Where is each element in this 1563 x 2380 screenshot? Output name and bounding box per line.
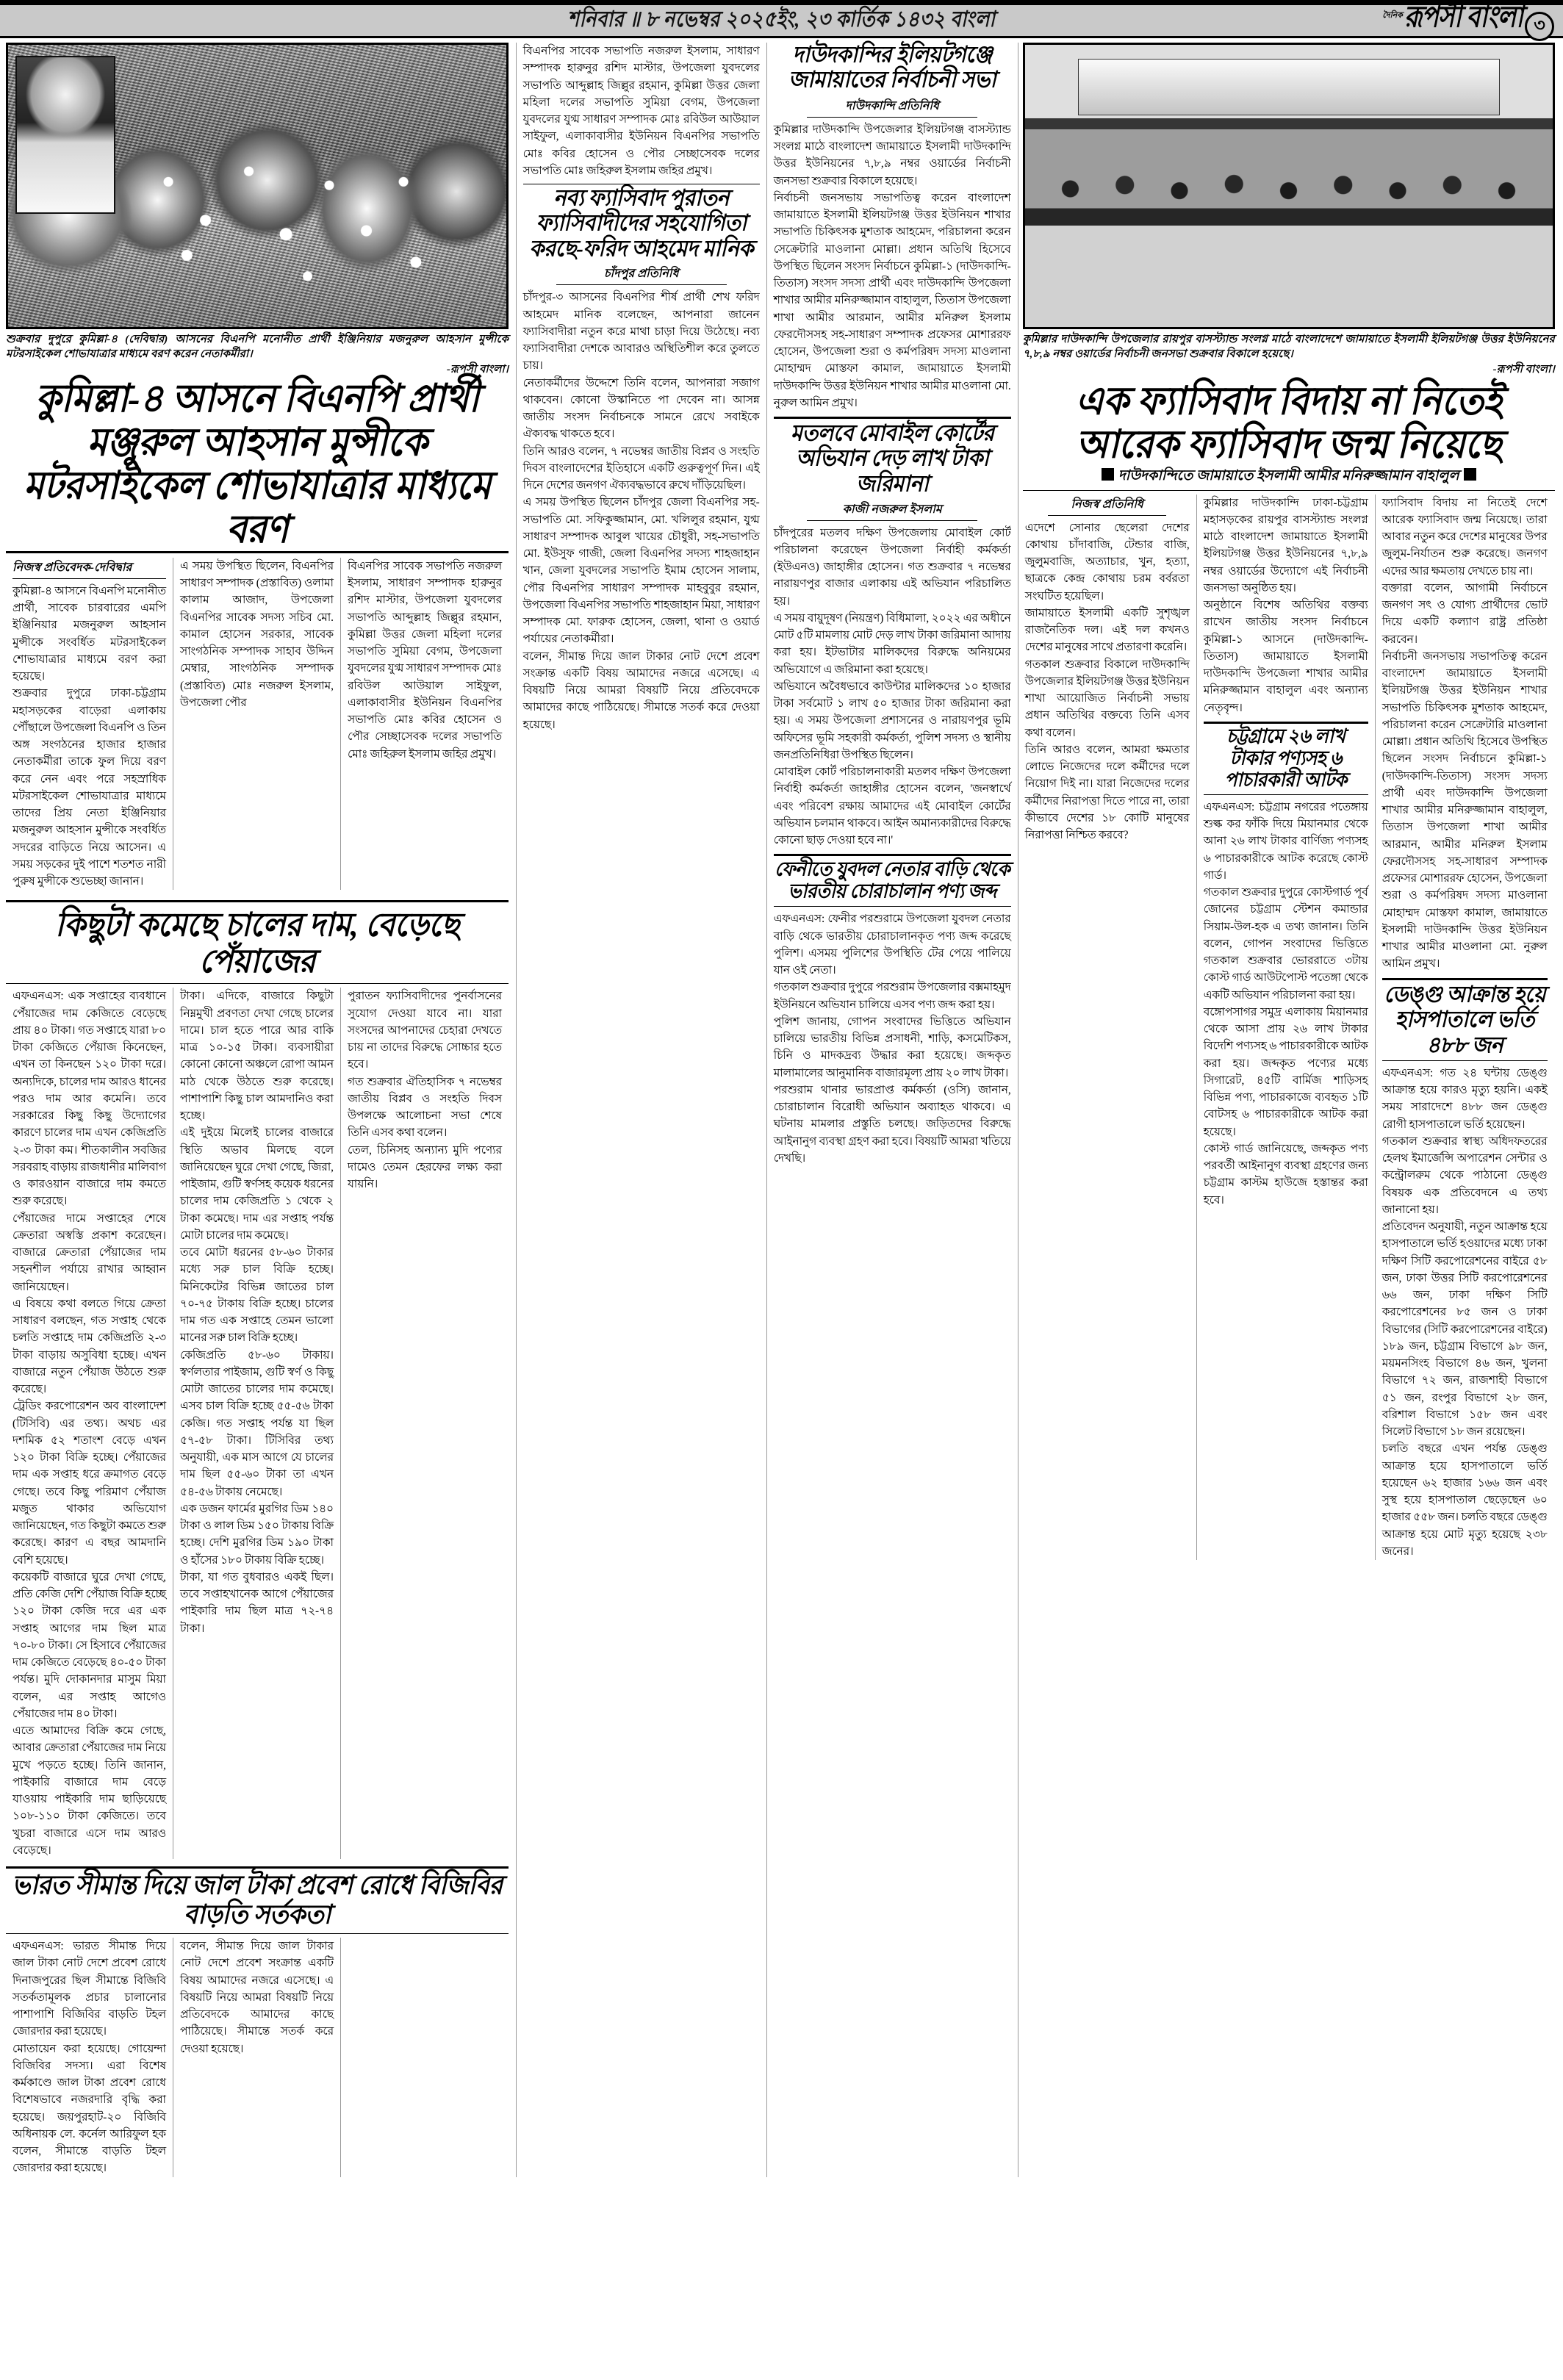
paragraph: এক ডজন ফার্মের মুরগির ডিম ১৪০ টাকা ও লাল ডিম ১৫০ টাকায় বিক্রি হচ্ছে। দেশি মুরগির ডিম ১৯০ টাকা ও হাঁসের ১৮০ টাকায় বিক্রি হচ্ছে। (180, 1502, 334, 1567)
paragraph: শুক্রবার দুপুরে ঢাকা-চট্টগ্রাম মহাসড়কের বাড়েরা এলাকায় পৌঁছালে উপজেলা বিএনপি ও তিন অঙ্গ সংগঠনের হাজার হাজার নেতাকর্মীরা তাকে ফুল দিয়ে বরণ করে নেন এবং পরে সহস্রাধিক মটরসাইকেল শোভাযাত্রার মাধ্যমে তাদের প্রিয় নেতা ইঞ্জিনিয়ার মজনুরুল আহসান মুন্সীকে সংবর্ধিত সদরের বাড়িতে নিয়ে আসেন। এ সময় সড়কের দুই পাশে শতশত নারী পুরুষ মুন্সীকে শুভেচ্ছা জানান। (12, 687, 166, 888)
paragraph: তিনি আরও বলেন, আমরা ক্ষমতার লোভে নিজেদের দলে কর্মীদের দলে নিয়োগ দিই না। যারা নিজেদের দলের কর্মীদের নিরাপত্তা দিতে পারে না, তারা কীভাবে দেশের ১৮ কোটি মানুষের নিরাপত্তা নিশ্চিত করবে? (1024, 743, 1190, 842)
rice-body-text-3 (348, 988, 502, 1193)
rice-body-text-2 (180, 988, 334, 1637)
fake-currency-col-2 (173, 1938, 341, 2177)
rally-banner (1078, 59, 1500, 115)
brand-name: রূপসী বাংলা (1404, 1, 1523, 35)
lead-photo-flowers (137, 129, 446, 304)
neo-fascism-text (523, 289, 760, 733)
paragraph: এতে আমাদের বিক্রি কমে গেছে, আবার ক্রেতারা পেঁয়াজের দাম নিয়ে মুখে পড়তে হচ্ছে। তিনি জানান, পাইকারি বাজারে দাম বেড়ে যাওয়ায় পাইকারি দাম ছাড়িয়েছে ১০৮-১১০ টাকা কেজিতে। তবে খুচরা বাজারে এসে দাম আরও বেড়েছে। (12, 1725, 166, 1857)
lead-body-col-3 (341, 558, 509, 891)
paragraph: পরশুরাম থানার ভারপ্রাপ্ত কর্মকর্তা (ওসি) জানান, চোরাচালান বিরোধী অভিযান অব্যাহত থাকবে। এ ঘটনায় মামলার প্রস্তুতি চলছে। জড়িতদের বিরুদ্ধে আইনানুগ ব্যবস্থা গ্রহণ করা হবে। বিষয়টি আমরা খতিয়ে দেখছি। (773, 1083, 1011, 1165)
paragraph: কেজিপ্রতি ৫৮-৬০ টাকায়। স্বর্ণলতার পাইজাম, গুটি স্বর্ণ ও কিছু মোটা জাতের চালের দাম কমেছে। এসব চাল বিক্রি হচ্ছে ৫৫-৫৬ টাকা কেজি। গত সপ্তাহ পর্যন্ত যা ছিল ৫৭-৫৮ টাকা। টিসিবির তথ্য অনুযায়ী, এক মাস আগে যে চালের দাম ছিল ৫৫-৬০ টাকা তা এখন ৫৪-৫৬ টাকায় নেমেছে। (180, 1348, 334, 1498)
feni-smuggling-text (774, 910, 1011, 1167)
paragraph: বঙ্গোপসাগর সমুদ্র এলাকায় মিয়ানমার থেকে আসা প্রায় ২৬ লাখ টাকার বিদেশি পণ্যসহ ৬ পাচারকারীকে আটক করা হয়। জব্দকৃত পণ্যের মধ্যে সিগারেট, ৪৫টি বার্মিজ শাড়িসহ বিভিন্ন পণ্য, পাচারকাজে ব্যবহৃত ১টি বোটসহ ৬ পাচারকারীকে আটক করা হয়েছে। (1203, 1005, 1368, 1138)
lead-body-col-2 (173, 558, 341, 891)
paragraph: পুরাতন ফ্যাসিবাদীদের পুনর্বাসনের সুযোগ দেওয়া যাবে না। যারা সংসদের আপনাদের চেহারা দেখতে চায় না তাদের বিরুদ্ধে সোচ্চার হতে হবে। (348, 990, 502, 1071)
dengue-text (1382, 1065, 1548, 1560)
fascism-col-2 (1197, 495, 1376, 1561)
paragraph: গতকাল শুক্রবার দুপুরে কোস্টগার্ড পূর্ব জোনের চট্টগ্রাম স্টেশন কমান্ডার সিয়াম-উল-হক এ তথ্য জানান। তিনি বলেন, গোপন সংবাদের ভিত্তিতে গতকাল শুক্রবার ভোররাতে ৩টায় কোস্ট গার্ড আউটপোস্ট পতেঙ্গা থেকে একটি অভিযান পরিচালনা করা হয়। (1203, 886, 1368, 1002)
paragraph: এফএনএস: এক সপ্তাহের ব্যবধানে পেঁয়াজের দাম কেজিতে বেড়েছে প্রায় ৪০ টাকা। গত সপ্তাহে যারা ৮০ টাকা কেজিতে পেঁয়াজ কিনেছেন, এখন তা কিনছেন ১২০ টাকা দরে। অন্যদিকে, চালের দাম আরও ধানের পরও দাম আর কমেনি। তবে সরকারের কিছু কিছু উদ্যোগের কারণে চালের দাম এখন কেজিপ্রতি ২-৩ টাকা কম। শীতকালীন সবজির সরবরাহ বাড়ায় রাজধানীর মালিবাগ ও কারওয়ান বাজারে দাম কমতে শুরু করেছে। (12, 990, 166, 1208)
paragraph: টাকা, যা গত বুধবারও একই ছিল। তবে সপ্তাহখানেক আগে পেঁয়াজের পাইকারি দাম ছিল মাত্র ৭২-৭৪ টাকা। (180, 1570, 334, 1635)
paragraph: এফএনএস: ফেনীর পরশুরামে উপজেলা যুবদল নেতার বাড়ি থেকে ভারতীয় চোরাচালানকৃত পণ্য জব্দ করেছে পুলিশ। এসময় পুলিশের উপস্থিতি টের পেয়ে পালিয়ে যান ওই নেতা। (773, 913, 1011, 977)
zone-col-jamaat (767, 43, 1018, 2177)
fascism-text-2 (1204, 495, 1368, 716)
dengue-headline: ডেঙ্গু আক্রান্ত হয়ে হাসপাতালে ভর্তি ৪৮৮ জন (1384, 982, 1546, 1058)
zone-col-neo-fascism (516, 43, 767, 2177)
paragraph: এফএনএস: গত ২৪ ঘন্টায় ডেঙ্গু আক্রান্ত হয়ে কারও মৃত্যু হয়নি। একই সময় সারাদেশে ৪৮৮ জন ডেঙ্গু রোগী হাসপাতালে ভর্তি হয়েছেন। (1381, 1066, 1548, 1131)
feni-smuggling-headline: ফেনীতে যুবদল নেতার বাড়ি থেকে ভারতীয় চোরাচালান পণ্য জব্দ (775, 859, 1010, 902)
paragraph: বলেন, সীমান্ত দিয়ে জাল টাকার নোট দেশে প্রবেশ সংক্রান্ত একটি বিষয় আমাদের নজরে এসেছে। এ বিষয়টি নিয়ে আমরা বিষয়টি নিয়ে প্রতিবেদকে আমাদের কাছে পাঠিয়েছে। সীমান্তে সতর্ক করে দেওয়া হয়েছে। (180, 1940, 334, 2055)
paragraph: মোতায়েন করা হয়েছে। গোয়েন্দা বিজিবির সদস্য। এরা বিশেষ কর্মকাণ্ডে জাল টাকা প্রবেশ রোধে বিশেষভাবে নজরদারি বৃদ্ধি করা হয়েছে। জয়পুরহাট-২০ বিজিবি অধিনায়ক লে. কর্নেল আরিফুল হক বলেন, সীমান্তে বাড়তি টহল জোরদার করা হয়েছে। (12, 2042, 166, 2175)
page-grid (0, 38, 1563, 2177)
fake-currency-col-1 (6, 1938, 173, 2177)
lead-body-col-1 (6, 558, 173, 891)
neo-fascism-upper-text (523, 43, 760, 179)
bullet-square-icon (1102, 468, 1114, 481)
mobile-court-byline: কাজী নজরুল ইসলাম (807, 500, 978, 521)
paragraph: নির্বাচনী জনসভায় সভাপতিত্ব করেন বাংলাদেশ জামায়াতে ইসলামী ইলিয়টগঞ্জ উত্তর ইউনিয়ন শাখার সভাপতি চিকিৎসক মুশতাক আহমেদ, পরিচালনা করেন সেক্রেটারি মাওলানা মোল্লা। প্রধান অতিথি হিসেবে উপস্থিত ছিলেন সংসদ নির্বাচনে কুমিল্লা-১ (দাউদকান্দি-তিতাস) সংসদ সদস্য প্রার্থী এবং দাউদকান্দি উপজেলা শাখার আমীর মনিরুজ্জামান বাহালুল, তিতাস উপজেলা শাখা আমীর আরমান, আমীর মনিরুল ইসলাম ফেরদৌসসহ সহ-সাধারণ সম্পাদক প্রফেসর মোশাররফ হোসেন, উপজেলা শুরা ও কর্মপরিষদ সদস্য মাওলানা মোহাম্মদ মোস্তফা কামাল, জামায়াতে ইসলামী দাউদকান্দি উত্তর ইউনিয়ন শাখার আমীর মাওলানা মো. নুরুল আমিন প্রমুখ। (773, 191, 1011, 409)
paragraph: এ সময় বায়ুদূষণ (নিয়ন্ত্রণ) বিধিমালা, ২০২২ এর অধীনে মোট ৫টি মামলায় মোট দেড় লাখ টাকা জরিমানা আদায় করা হয়। ইটভাটার মালিকদের বিরুদ্ধে অনিয়মের অভিযোগে এ জরিমানা করা হয়েছে। (773, 611, 1011, 676)
fascism-subhead (1023, 468, 1555, 485)
paragraph: ফ্যাসিবাদ বিদায় না নিতেই দেশে আরেক ফ্যাসিবাদ জন্ম নিয়েছে। তারা আবার নতুন করে দেশের মানুষের উপর জুলুম-নির্যাতন শুরু করেছে। জনগণ এদের আর ক্ষমতায় দেখতে চায় না। (1381, 496, 1548, 578)
lead-body-text-2 (180, 558, 334, 711)
paragraph: কয়েকটি বাজারে ঘুরে দেখা গেছে, প্রতি কেজি দেশি পেঁয়াজ বিক্রি হচ্ছে ১২০ টাকা কেজি দরে এর এক সপ্তাহ আগের দাম ছিল মাত্র ৭০-৮০ টাকা। সে হিসাবে পেঁয়াজের দাম কেজিতে বেড়েছে ৪০-৫০ টাকা পর্যন্ত। মুদি দোকানদার মাসুম মিয়া বলেন, এর সপ্তাহ আগেও পেঁয়াজের দাম ৪০ টাকা। (12, 1570, 166, 1720)
page-number-badge: ৩ (1525, 12, 1554, 41)
paragraph: পেঁয়াজের দামে সপ্তাহের শেষে ক্রেতারা অস্বস্তি প্রকাশ করেছেন। বাজারে ক্রেতারা পেঁয়াজের দাম সহনশীল পর্যায়ে রাখার আহ্বান জানিয়েছেন। (12, 1212, 166, 1293)
lead-photo-motorcycle-rally (6, 43, 509, 329)
paragraph: ট্রেডিং করপোরেশন অব বাংলাদেশ (টিসিবি) এর তথ্য। অথচ এর দশমিক ৫২ শতাংশ বেড়ে এখন ১২০ টাকা বিক্রি হচ্ছে। পেঁয়াজের দাম এক সপ্তাহ ধরে ক্রমাগত বেড়ে গেছে। তবে কিছু পরিমাণ পেঁয়াজ মজুত থাকার অভিযোগ জানিয়েছেন, গত কিছুটা কমতে শুরু করেছে। কারণ এ বছর আমদানি বেশি হয়েছে। (12, 1400, 166, 1567)
paragraph: তিনি আরও বলেন, ৭ নভেম্বর জাতীয় বিপ্লব ও সংহতি দিবস বাংলাদেশের ইতিহাসে একটি গুরুত্বপূর্ণ দিন। এই দিনে দেশের জনগণ ঐক্যবদ্ধভাবে রুখে দাঁড়িয়েছিল। (522, 445, 760, 492)
paragraph: গত শুক্রবার ঐতিহাসিক ৭ নভেম্বর জাতীয় বিপ্লব ও সংহতি দিবস উপলক্ষে আলোচনা সভা শেষে তিনি এসব কথা বলেন। (348, 1075, 502, 1140)
lead-body-text-1 (12, 583, 166, 891)
ctg-smuggling-text (1204, 799, 1368, 1209)
paragraph: বলেন, সীমান্ত দিয়ে জাল টাকার নোট দেশে প্রবেশ সংক্রান্ত একটি বিষয় আমাদের নজরে এসেছে। এ বিষয়টি নিয়ে আমরা বিষয়টি নিয়ে প্রতিবেদকে আমাদের কাছে পাঠিয়েছে। সীমান্তে সতর্ক করে দেওয়া হয়েছে। (522, 650, 760, 731)
lead-body-text-3 (348, 558, 502, 763)
mobile-court-headline: মতলবে মোবাইল কোর্টের অভিযান দেড় লাখ টাকা জরিমানা (790, 421, 994, 497)
lead-byline: নিজস্ব প্রতিবেদক-দেবিদ্বার (12, 558, 166, 579)
paragraph: মোবাইল কোর্ট পরিচালনাকারী মতলব দক্ষিণ উপজেলা নির্বাহী কর্মকর্তা জাহাঙ্গীর হোসেন বলেন, 'জনস্বার্থে এবং পরিবেশ রক্ষায় আমাদের এই মোবাইল কোর্টের অভিযান চলমান থাকবে। আইন অমান্যকারীদের বিরুদ্ধে কোনো ছাড় দেওয়া হবে না।' (773, 766, 1011, 847)
paragraph: বিএনপির সাবেক সভাপতি নজরুল ইসলাম, সাধারণ সম্পাদক হারুনুর রশিদ মাস্টার, উপজেলা যুবদলের সভাপতি আব্দুল্লাহ জিল্লুর রহমান, কুমিল্লা উত্তর জেলা মহিলা দলের সভাপতি সুমিয়া বেগম, উপজেলা যুবদলের যুগ্ম সাধারণ সম্পাদক মোঃ রবিউল আউয়াল সাইফুল, এলাকাবাসীর ইউনিয়ন বিএনপির সভাপতি মোঃ কবির হোসেন ও পৌর সেচ্ছাসেবক দলের সভাপতি মোঃ জহিরুল ইসলাম জহির প্রমুখ। (522, 45, 760, 177)
jamaat-meeting-text (774, 121, 1011, 411)
jamaat-meeting-headline: দাউদকান্দির ইলিয়টগঞ্জে জামায়াতের নির্বাচনী সভা (788, 43, 996, 93)
paragraph: জামায়াতে ইসলামী একটি সুশৃঙ্খল রাজনৈতিক দল। এই দল কখনও দেশের মানুষের সাথে প্রতারণা করেনি। (1024, 606, 1190, 654)
paragraph: কোস্ট গার্ড জানিয়েছে, জব্দকৃত পণ্য পরবর্তী আইনানুগ ব্যবস্থা গ্রহণের জন্য চট্টগ্রাম কাস্টম হাউজে হস্তান্তর করা হবে। (1203, 1142, 1368, 1207)
masthead (0, 0, 1563, 38)
paragraph: গতকাল শুক্রবার দুপুরে পরশুরাম উপজেলার বক্সমাহমুদ ইউনিয়নে অভিযান চালিয়ে এসব পণ্য জব্দ করা হয়। (773, 981, 1011, 1011)
fascism-text-3 (1382, 495, 1548, 973)
paragraph: তেল, চিনিসহ অন্যান্য মুদি পণ্যের দামেও তেমন হেরফের লক্ষ্য করা যায়নি। (348, 1143, 502, 1191)
paragraph: টাকা। এদিকে, বাজারে কিছুটা নিম্নমুখী প্রবণতা দেখা গেছে চালের দামে। চাল হতে পারে আর বাকি মাত্র ১০-১৫ টাকা। ব্যবসায়ীরা কোনো কোনো অঞ্চলে রোপা আমন মাঠ থেকে উঠতে শুরু করেছে। পাশাপাশি কিছু চাল আমদানিও করা হচ্ছে। (180, 990, 334, 1123)
lead-caption-credit: -রূপসী বাংলা। (446, 363, 509, 375)
rice-body-col-3 (341, 988, 509, 1859)
rally-caption-text: কুমিল্লার দাউদকান্দি উপজেলার রায়পুর বাসস্ট্যান্ড সংলগ্ন মাঠে বাংলাদেশে জামায়াতে ইসলামী ইলিয়টগঞ্জ উত্তর ইউনিয়নের ৭,৮,৯ নম্বর ওয়ার্ডের নির্বাচনী জনসভা শুক্রবার বিকালে হয়েছে। (1022, 334, 1555, 361)
paragraph: চাঁদপুরের মতলব দক্ষিণ উপজেলায় মোবাইল কোর্ট পরিচালনা করেছেন উপজেলা নির্বাহী কর্মকর্তা (ইউএনও) জাহাঙ্গীর হোসেন। গত শুক্রবার ৭ নভেম্বর নারায়ণপুর বাজার এলাকায় এই অভিযান পরিচালিত হয়। (773, 526, 1011, 608)
paragraph: বিএনপির সাবেক সভাপতি নজরুল ইসলাম, সাধারণ সম্পাদক হারুনুর রশিদ মাস্টার, উপজেলা যুবদলের সভাপতি আব্দুল্লাহ জিল্লুর রহমান, কুমিল্লা উত্তর জেলা মহিলা দলের সভাপতি সুমিয়া বেগম, উপজেলা যুবদলের যুগ্ম সাধারণ সম্পাদক মোঃ রবিউল আউয়াল সাইফুল, এলাকাবাসীর ইউনিয়ন বিএনপির সভাপতি মোঃ কবির হোসেন ও পৌর সেচ্ছাসেবক দলের সভাপতি মোঃ জহিরুল ইসলাম জহির প্রমুখ। (348, 559, 502, 761)
fascism-subhead-text: দাউদকান্দিতে জামায়াতে ইসলামী আমীর মনিরুজ্জামান বাহালুল (1118, 467, 1459, 483)
paragraph: নির্বাচনী জনসভায় সভাপতিত্ব করেন বাংলাদেশ জামায়াতে ইসলামী ইলিয়টগঞ্জ উত্তর ইউনিয়ন শাখার সভাপতি চিকিৎসক মুশতাক আহমেদ, পরিচালনা করেন সেক্রেটারি মাওলানা মোল্লা। প্রধান অতিথি হিসেবে উপস্থিত ছিলেন সংসদ নির্বাচনে কুমিল্লা-১ (দাউদকান্দি-তিতাস) সংসদ সদস্য প্রার্থী এবং দাউদকান্দি উপজেলা শাখার আমীর মনিরুজ্জামান বাহালুল, তিতাস উপজেলা শাখা আমীর আরমান, আমীর মনিরুল ইসলাম ফেরদৌসসহ সহ-সাধারণ সম্পাদক প্রফেসর মোশাররফ হোসেন, উপজেলা শুরা ও কর্মপরিষদ সদস্য মাওলানা মোহাম্মদ মোস্তফা কামাল, জামায়াতে ইসলামী দাউদকান্দি উত্তর ইউনিয়ন শাখার আমীর মাওলানা মো. নুরুল আমিন প্রমুখ। (1381, 650, 1548, 971)
neo-fascism-headline: নব্য ফ্যাসিবাদ পুরাতন ফ্যাসিবাদীদের সহযোগিতা করছে-ফরিদ আহমেদ মানিক (529, 186, 754, 262)
rice-onion-headline: কিছুটা কমেছে চালের দাম, বেড়েছে পেঁয়াজের (54, 907, 460, 981)
paragraph: অনুষ্ঠানে বিশেষ অতিথির বক্তব্য রাখেন জাতীয় সংসদ নির্বাচনে কুমিল্লা-১ আসনে (দাউদকান্দি-তিতাস) জামায়াতে ইসলামী দাউদকান্দি উপজেলা শাখার আমীর মনিরুজ্জামান বাহালুল এবং অন্যান্য নেতৃবৃন্দ। (1203, 599, 1368, 714)
fascism-col-3 (1376, 495, 1554, 1561)
jamaat-rally-caption (1023, 332, 1555, 377)
masthead-brand (1382, 1, 1554, 42)
paragraph: চাঁদপুর-৩ আসনের বিএনপির শীর্ষ প্রার্থী শেখ ফরিদ আহমেদ মানিক বলেছেন, আপনারা জানেন ফ্যাসিবাদীরা নতুন করে মাথা চাড়া দিয়ে উঠেছে। নব্য ফ্যাসিবাদীরা দেশকে আবারও অস্থিতিশীল করে তুলতে চায়। (522, 291, 760, 373)
fake-currency-text-1 (12, 1938, 166, 2177)
lead-headline: কুমিল্লা-৪ আসনে বিএনপি প্রার্থী মঞ্জুরুল আহসান মুন্সীকে মটরসাইকেল শোভাযাত্রার মাধ্যমে বরণ (24, 376, 491, 551)
paragraph: এই দুইয়ে মিলেই চালের বাজারে স্থিতি অভাব মিলছে বলে জানিয়েছেন ঘুরে দেখা গেছে, জিরা, পাইজাম, গুটি স্বর্ণসহ কয়েক ধরনের চালের দাম কেজিপ্রতি ১ থেকে ২ টাকা কমেছে। দাম এর সপ্তাহ পর্যন্ত মোটা চালের দাম কমেছে। (180, 1126, 334, 1242)
paragraph: কুমিল্লা-৪ আসনে বিএনপি মনোনীত প্রার্থী, সাবেক চারবারের এমপি ইঞ্জিনিয়ার মজনুরুল আহসান মুন্সীকে সংবর্ধিত মটরসাইকেল শোভাযাত্রার মাধ্যমে বরণ করা হয়েছে। (12, 584, 166, 683)
paragraph: এদেশে সোনার ছেলেরা দেশের কোথায় চাঁদাবাজি, টেন্ডার বাজি, জুলুমবাজি, অত্যাচার, খুন, হত্যা, ছাত্রকে কেন্দ্র কোথায় চরম বর্বরতা সংঘটিত হয়েছিল। (1024, 521, 1190, 603)
paragraph: এ সময় উপস্থিত ছিলেন চাঁদপুর জেলা বিএনপির সহ-সভাপতি মো. সফিকুজ্জামান, মো. খলিলুর রহমান, যুগ্ম সাধারণ সম্পাদক আবুল খায়ের চৌধুরী, সহ-সভাপতি মো. ইউসুফ গাজী, জেলা বিএনপির সদস্য শাহজাহান খান, জেলা যুবদলের সভাপতি ইমাম হোসেন সালাম, পৌর বিএনপির সাধারণ সম্পাদক মাহবুবুর রহমান, উপজেলা বিএনপির সভাপতি শাহজাহান মিয়া, সাধারণ সম্পাদক মো. ফারুক হোসেন, জেলা, থানা ও ওয়ার্ড পর্যায়ের নেতাকর্মীরা। (522, 496, 760, 646)
paragraph: তবে মোটা ধরনের ৫৮-৬০ টাকার মধ্যে সরু চাল বিক্রি হচ্ছে। মিনিকেটের বিভিন্ন জাতের চাল ৭০-৭৫ টাকায় বিক্রি হচ্ছে। চালের দাম গত এক সপ্তাহে তেমন ভালো মানের সরু চাল বিক্রি হচ্ছে। (180, 1246, 334, 1345)
paragraph: এ সময় উপস্থিত ছিলেন, বিএনপির সাধারণ সম্পাদক (প্রস্তাবিত) ওলামা কালাম আজাদ, উপজেলা বিএনপির সাবেক সদস্য সচিব মো. কামাল হোসেন সরকার, সাবেক সাংগঠনিক সম্পাদক সাহাব উদ্দিন মেম্বার, সাংগঠনিক সম্পাদক (প্রস্তাবিত) মোঃ নজরুল ইসলাম, উপজেলা পৌর (180, 559, 334, 709)
lead-photo-portrait-inset (15, 56, 115, 214)
lead-caption-text: শুক্রবার দুপুরে কুমিল্লা-৪ (দেবিদ্বার) আসনের বিএনপি মনোনীত প্রার্থী ইঞ্জিনিয়ার মজনুরুল আহসান মুন্সীকে মটরসাইকেল শোভাযাত্রার মাধ্যমে বরণ করেন নেতাকর্মীরা। (6, 334, 509, 361)
jamaat-meeting-byline: দাউদকান্দি প্রতিনিধি (807, 96, 978, 118)
zone-left (6, 43, 516, 2177)
paragraph: গতকাল শুক্রবার স্বাস্থ্য অধিদফতরের হেলথ ইমার্জেন্সি অপারেশন সেন্টার ও কন্ট্রোলরুম থেকে পাঠানো ডেঙ্গু বিষয়ক এক প্রতিবেদনে এ তথ্য জানানো হয়। (1381, 1135, 1548, 1216)
zone-right (1018, 43, 1557, 2177)
paragraph: এফএনএস: ভারত সীমান্ত দিয়ে জাল টাকা নোট দেশে প্রবেশ রোধে দিনাজপুরের ছিল সীমান্তে বিজিবি সতর্কতামূলক প্রচার চালানোর পাশাপাশি বিজিবির বাড়তি টহল জোরদার করা হয়েছে। (12, 1940, 166, 2038)
lead-photo-caption (6, 332, 509, 377)
paragraph: নেতাকর্মীদের উদ্দেশে তিনি বলেন, আপনারা সজাগ থাকবেন। কোনো উস্কানিতে পা দেবেন না। আসন্ন জাতীয় সংসদ নির্বাচনকে সামনে রেখে সবাইকে ঐক্যবদ্ধ থাকতে হবে। (522, 376, 760, 441)
rice-body-text-1 (12, 988, 166, 1859)
paragraph: গতকাল শুক্রবার বিকালে দাউদকান্দি উপজেলার ইলিয়টগঞ্জ উত্তর ইউনিয়ন শাখা আয়োজিত নির্বাচনী সভায় প্রধান অতিথির বক্তব্যে তিনি এসব কথা বলেন। (1024, 658, 1190, 739)
paragraph: পুলিশ জানায়, গোপন সংবাদের ভিত্তিতে অভিযান চালিয়ে ভারতীয় বিভিন্ন প্রসাধনী, শাড়ি, কসমেটিকস, চিনি ও মাদকদ্রব্য উদ্ধার করা হয়েছে। জব্দকৃত মালামালের আনুমানিক বাজারমূল্য প্রায় ২০ লাখ টাকা। (773, 1015, 1011, 1079)
paragraph: বক্তারা বলেন, আগামী নির্বাচনে জনগণ সৎ ও যোগ্য প্রার্থীদের ভোট দিয়ে একটি কল্যাণ রাষ্ট্র প্রতিষ্ঠা করবেন। (1381, 581, 1548, 646)
rice-body-col-1 (6, 988, 173, 1859)
paragraph: চলতি বছরে এখন পর্যন্ত ডেঙ্গু আক্রান্ত হয়ে হাসপাতালে ভর্তি হয়েছেন ৬২ হাজার ১৬৬ জন এবং সুস্থ হয়ে হাসপাতাল ছেড়েছেন ৬০ হাজার ৫৫৮ জন। চলতি বছরে ডেঙ্গু আক্রান্ত হয়ে মোট মৃত্যু হয়েছে ২৩৮ জনের। (1381, 1442, 1548, 1558)
rally-audience (1041, 141, 1537, 237)
fake-currency-text-2 (180, 1938, 334, 2057)
neo-fascism-byline: চাঁদপুর প্রতিনিধি (556, 264, 727, 285)
brand-kicker: দৈনিক (1382, 11, 1403, 20)
rally-caption-credit: -রূপসী বাংলা। (1492, 363, 1555, 375)
paragraph: কুমিল্লার দাউদকান্দি ঢাকা-চট্টগ্রাম মহাসড়কের রায়পুর বাসস্ট্যান্ড সংলগ্ন মাঠে বাংলাদেশ জামায়াতে ইসলামী ইলিয়টগঞ্জ উত্তর ইউনিয়নের ৭,৮,৯ নম্বর ওয়ার্ডের উদ্যোগে এই নির্বাচনী জনসভা অনুষ্ঠিত হয়। (1203, 496, 1368, 594)
rice-body-col-2 (173, 988, 341, 1859)
fascism-byline: নিজস্ব প্রতিনিধি (1048, 495, 1166, 516)
mobile-court-text (774, 525, 1011, 849)
jamaat-rally-photo (1023, 43, 1555, 329)
paragraph: কুমিল্লার দাউদকান্দি উপজেলার ইলিয়টগঞ্জ বাসস্ট্যান্ড সংলগ্ন মাঠে বাংলাদেশ জামায়াতে ইসলামী দাউদকান্দি উত্তর ইউনিয়নের ৭,৮,৯ নম্বর ওয়ার্ডের নির্বাচনী জনসভা শুক্রবার বিকালে হয়েছে। (773, 123, 1011, 187)
paragraph: এ বিষয়ে কথা বলতে গিয়ে ক্রেতা সাধারণ বলছেন, গত সপ্তাহ থেকে চলতি সপ্তাহে দাম কেজিপ্রতি ২-৩ টাকা বাড়ায় অসুবিধা হচ্ছে। এখন বাজারে নতুন পেঁয়াজ উঠতে শুরু করেছে। (12, 1297, 166, 1396)
paragraph: অভিযানে অবৈধভাবে কাউন্টার মালিকদের ১০ হাজার টাকা সর্বমোট ১ লাখ ৫০ হাজার টাকা জরিমানা করা হয়। এ সময় উপজেলা প্রশাসনের ও নারায়ণপুর ভূমি অফিসের ভূমি সহকারী কর্মকর্তা, পুলিশ সদস্য ও স্থানীয় জনপ্রতিনিধিরা উপস্থিত ছিলেন। (773, 680, 1011, 761)
fascism-headline: এক ফ্যাসিবাদ বিদায় না নিতেই আরেক ফ্যাসিবাদ জন্ম নিয়েছে (1075, 378, 1502, 467)
fascism-col-1 (1018, 495, 1197, 1561)
fake-currency-col-3 (341, 1938, 509, 2177)
masthead-date: শনিবার ॥ ৮ নভেম্বর ২০২৫ইং, ২৩ কার্তিক ১৪৩২ বাংলা (567, 7, 996, 32)
fake-currency-headline: ভারত সীমান্ত দিয়ে জাল টাকা প্রবেশ রোধে বিজিবির বাড়তি সর্তকতা (12, 1871, 503, 1930)
ctg-smuggling-headline: চট্টগ্রামে ২৬ লাখ টাকার পণ্যসহ ৬ পাচারকারী আটক (1224, 726, 1347, 791)
bullet-square-icon (1464, 468, 1476, 481)
fascism-text-1 (1025, 519, 1190, 844)
paragraph: এফএনএস: চট্টগ্রাম নগরের পতেঙ্গায় শুল্ক কর ফাঁকি দিয়ে মিয়ানমার থেকে আনা ২৬ লাখ টাকার বার্ণিজ্য পণ্যসহ ৬ পাচারকারীকে আটক করেছে কোস্ট গার্ড। (1203, 800, 1368, 882)
paragraph: প্রতিবেদন অনুযায়ী, নতুন আক্রান্ত হয়ে হাসপাতালে ভর্তি হওয়াদের মধ্যে ঢাকা দক্ষিণ সিটি করপোরেশনের বাইরে ৫৮ জন, ঢাকা উত্তর সিটি করপোরেশনের ৬৬ জন, ঢাকা দক্ষিণ সিটি করপোরেশনের ৮৫ জন ও ঢাকা বিভাগের (সিটি করপোরেশনের বাইরে) ১৮৯ জন, চট্টগ্রাম বিভাগে ৯৮ জন, ময়মনসিংহ বিভাগে ৪৬ জন, খুলনা বিভাগে ৭২ জন, রাজশাহী বিভাগে ৫১ জন, রংপুর বিভাগে ২৮ জন, বরিশাল বিভাগে ১৫৮ জন এবং সিলেট বিভাগে ১৮ জন রয়েছেন। (1381, 1220, 1548, 1439)
